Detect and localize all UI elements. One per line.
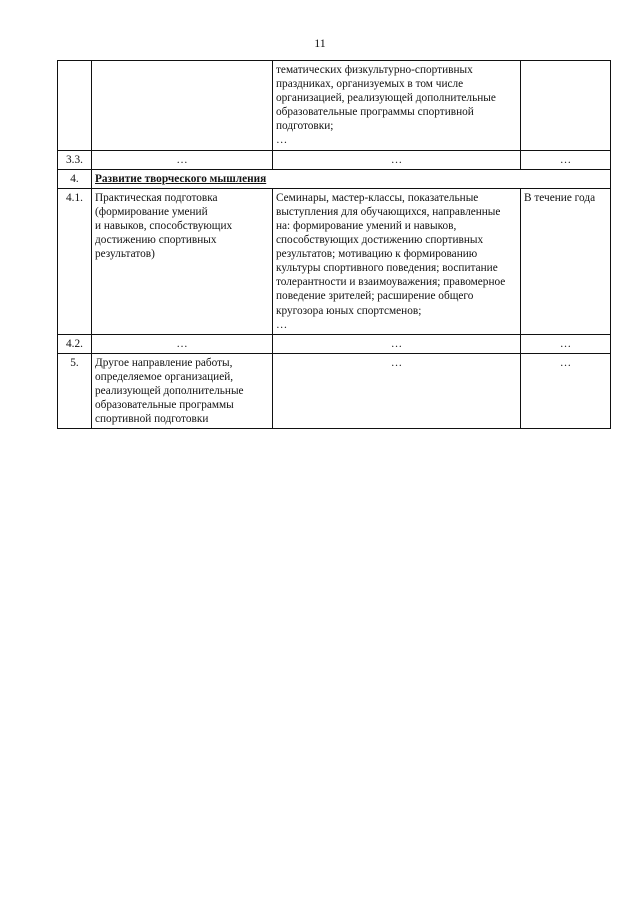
direction-cell	[92, 61, 273, 151]
table-row	[58, 353, 611, 428]
content-cell	[273, 61, 521, 151]
page-number: 11	[314, 36, 326, 50]
content-ellipsis: …	[276, 318, 288, 331]
term-cell: …	[521, 150, 611, 169]
content-cell: …	[273, 150, 521, 169]
content-ellipsis: …	[276, 134, 288, 147]
direction-cell: …	[92, 150, 273, 169]
term-cell: В течение года	[521, 188, 611, 334]
content-text: Семинары, мастер-классы, показательные выступления для обучающихся, направленные на: формирование умений и навыков, способствующих достижению спортивных результатов; мотивацию к формированию культуры спортивного поведения; воспитание толерантности и взаимоуважения; правомерное поведение зрителей; расширение общего кругозора юных спортсменов;	[276, 191, 506, 317]
direction-cell: Практическая подготовка (формирование умений и навыков, способствующих достижению спортивных результатов)	[92, 188, 273, 334]
section-title: Развитие творческого мышления	[92, 169, 611, 188]
term-cell	[521, 61, 611, 151]
events-table	[57, 60, 611, 429]
row-number: 4.	[58, 169, 92, 188]
content-cell: …	[273, 334, 521, 353]
table-row	[58, 188, 611, 334]
direction-cell: Другое направление работы, определяемое организацией, реализующей дополнительные образовательные программы спортивной подготовки	[92, 353, 273, 428]
content-cell	[273, 188, 521, 334]
table-row	[58, 150, 611, 169]
content-cell: …	[273, 353, 521, 428]
row-number	[58, 61, 92, 151]
row-number: 3.3.	[58, 150, 92, 169]
table-row	[58, 334, 611, 353]
table-row	[58, 61, 611, 151]
section-row	[58, 169, 611, 188]
row-number: 4.2.	[58, 334, 92, 353]
content-text: тематических физкультурно-спортивных праздниках, организуемых в том числе организацией, реализующей дополнительные образовательные программы спортивной подготовки;	[276, 64, 496, 133]
term-cell: …	[521, 334, 611, 353]
direction-cell: …	[92, 334, 273, 353]
row-number: 4.1.	[58, 188, 92, 334]
row-number: 5.	[58, 353, 92, 428]
term-cell: …	[521, 353, 611, 428]
